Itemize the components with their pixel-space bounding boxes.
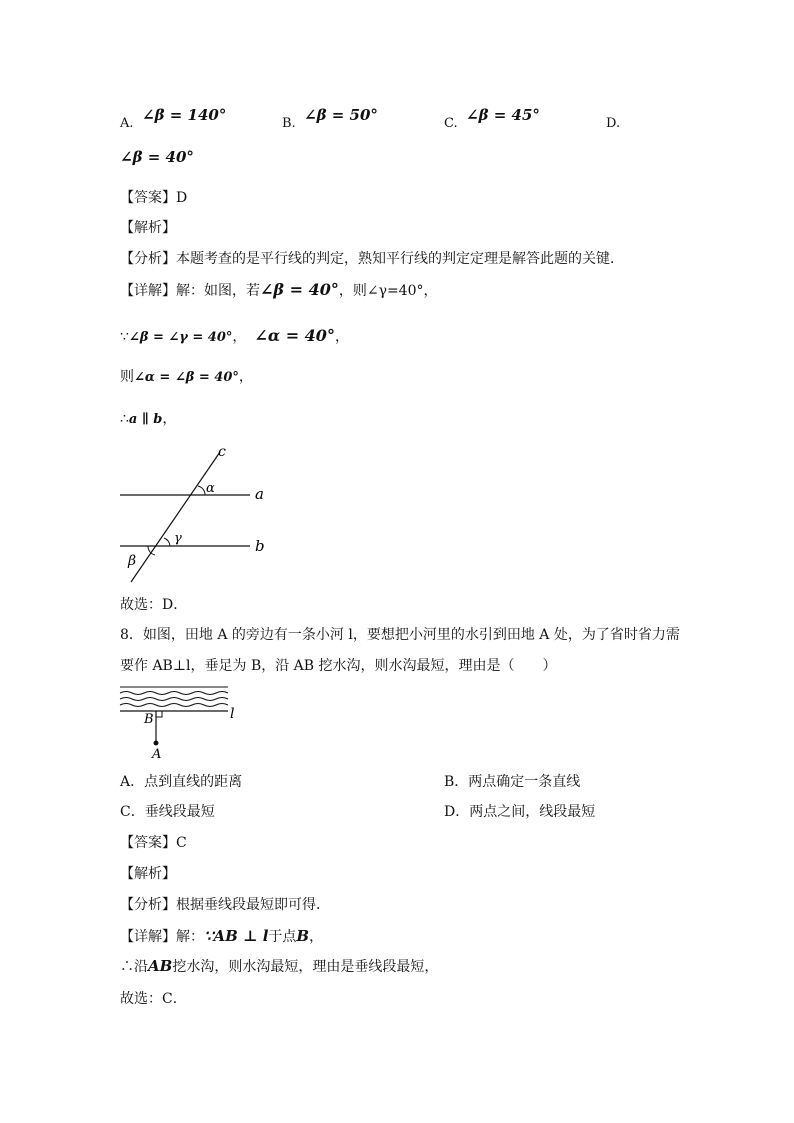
q7-answer: 【答案】D xyxy=(120,190,188,206)
q8-detail-suffix: 于点 xyxy=(268,929,297,945)
q8-stem-line1: 8．如图，田地 A 的旁边有一条小河 l，要想把小河里的水引到田地 A 处，为了省时省力需 xyxy=(120,627,680,643)
point-a-dot xyxy=(154,741,159,746)
q8-detail-prefix: 【详解】解： xyxy=(120,929,204,945)
q7-detail-prefix: 【详解】解：如图，若 xyxy=(120,283,260,299)
label-a: a xyxy=(255,485,264,503)
option-c-label: C. xyxy=(444,116,458,131)
q7-detail-line xyxy=(120,280,438,300)
label-b: b xyxy=(255,537,265,555)
river-wave-3 xyxy=(120,704,228,707)
q7-detail-math: ∠β = 40° xyxy=(260,280,339,299)
q7-since-end: ， xyxy=(334,329,349,345)
q8-therefore-prefix: ∴沿 xyxy=(120,959,148,975)
q8-therefore-suffix: 挖水沟，则水沟最短，理由是垂线段最短， xyxy=(172,959,439,975)
option-b-value: ∠β = 50° xyxy=(304,106,378,124)
river-wave-1 xyxy=(120,692,228,695)
q8-detail-math: ∵AB ⊥ l xyxy=(204,927,269,945)
option-c-value: ∠β = 45° xyxy=(466,106,540,124)
right-angle-mark xyxy=(156,711,162,717)
angle-alpha-arc xyxy=(198,486,205,495)
q8-option-a: A．点到直线的距离 xyxy=(120,774,243,790)
option-d-value: ∠β = 40° xyxy=(120,148,194,166)
option-a-value: ∠β = 140° xyxy=(142,106,227,124)
therefore-symbol: ∴ xyxy=(120,411,129,427)
label-point-b: B xyxy=(144,712,154,727)
angle-beta-arc xyxy=(148,546,155,555)
q8-analysis-heading: 【解析】 xyxy=(120,866,176,882)
transversal-c xyxy=(131,452,220,582)
river-figure xyxy=(116,684,246,764)
label-c: c xyxy=(218,444,226,460)
q8-therefore-line xyxy=(120,956,438,976)
q7-then-prefix: 则 xyxy=(120,369,134,385)
label-beta: β xyxy=(128,553,137,569)
parallel-lines-figure xyxy=(110,440,280,585)
river-wave-2 xyxy=(120,698,228,701)
q7-since-math: ∠β = ∠γ = 40° xyxy=(128,330,233,345)
angle-gamma-arc xyxy=(164,538,170,546)
label-point-a: A xyxy=(152,747,162,762)
q7-conclusion: 故选：D． xyxy=(120,597,188,613)
q8-detail-line xyxy=(120,926,323,946)
q8-answer: 【答案】C xyxy=(120,835,187,851)
q8-option-d: D．两点之间，线段最短 xyxy=(444,804,596,820)
q8-option-b: B．两点确定一条直线 xyxy=(444,774,581,790)
q7-therefore-math: a ∥ b xyxy=(128,412,163,427)
q8-detail-end: ， xyxy=(309,929,324,945)
q8-stem-line2: 要作 AB⊥l，垂足为 B，沿 AB 挖水沟，则水沟最短，理由是（ ） xyxy=(120,658,557,674)
q7-then-line xyxy=(120,366,253,386)
q8-option-c: C．垂线段最短 xyxy=(120,804,215,820)
option-a-label: A. xyxy=(120,116,134,131)
q7-detail-suffix: ，则∠γ=40°， xyxy=(338,283,438,299)
q7-then-math: ∠α = ∠β = 40° xyxy=(134,370,239,385)
q7-then-end: ， xyxy=(238,369,253,385)
option-d-label: D. xyxy=(606,116,621,131)
q7-therefore-end: ， xyxy=(162,411,177,427)
q7-since-sep: ， xyxy=(232,329,247,345)
option-b-label: B. xyxy=(282,116,296,131)
q7-analysis: 【分析】本题考查的是平行线的判定，熟知平行线的判定定理是解答此题的关键． xyxy=(120,251,624,267)
q7-since-math2: ∠α = 40° xyxy=(254,326,335,345)
label-line-l: l xyxy=(230,706,235,722)
q7-analysis-heading: 【解析】 xyxy=(120,220,176,236)
q8-conclusion: 故选：C． xyxy=(120,991,187,1007)
q7-therefore-line xyxy=(120,408,176,428)
since-symbol: ∵ xyxy=(120,329,129,345)
q8-analysis: 【分析】根据垂线段最短即可得． xyxy=(120,897,330,913)
q7-since-line xyxy=(120,326,349,346)
label-gamma: γ xyxy=(174,531,182,546)
q8-detail-point: B xyxy=(296,927,310,945)
q8-therefore-math: AB xyxy=(148,957,173,975)
label-alpha: α xyxy=(206,481,215,496)
